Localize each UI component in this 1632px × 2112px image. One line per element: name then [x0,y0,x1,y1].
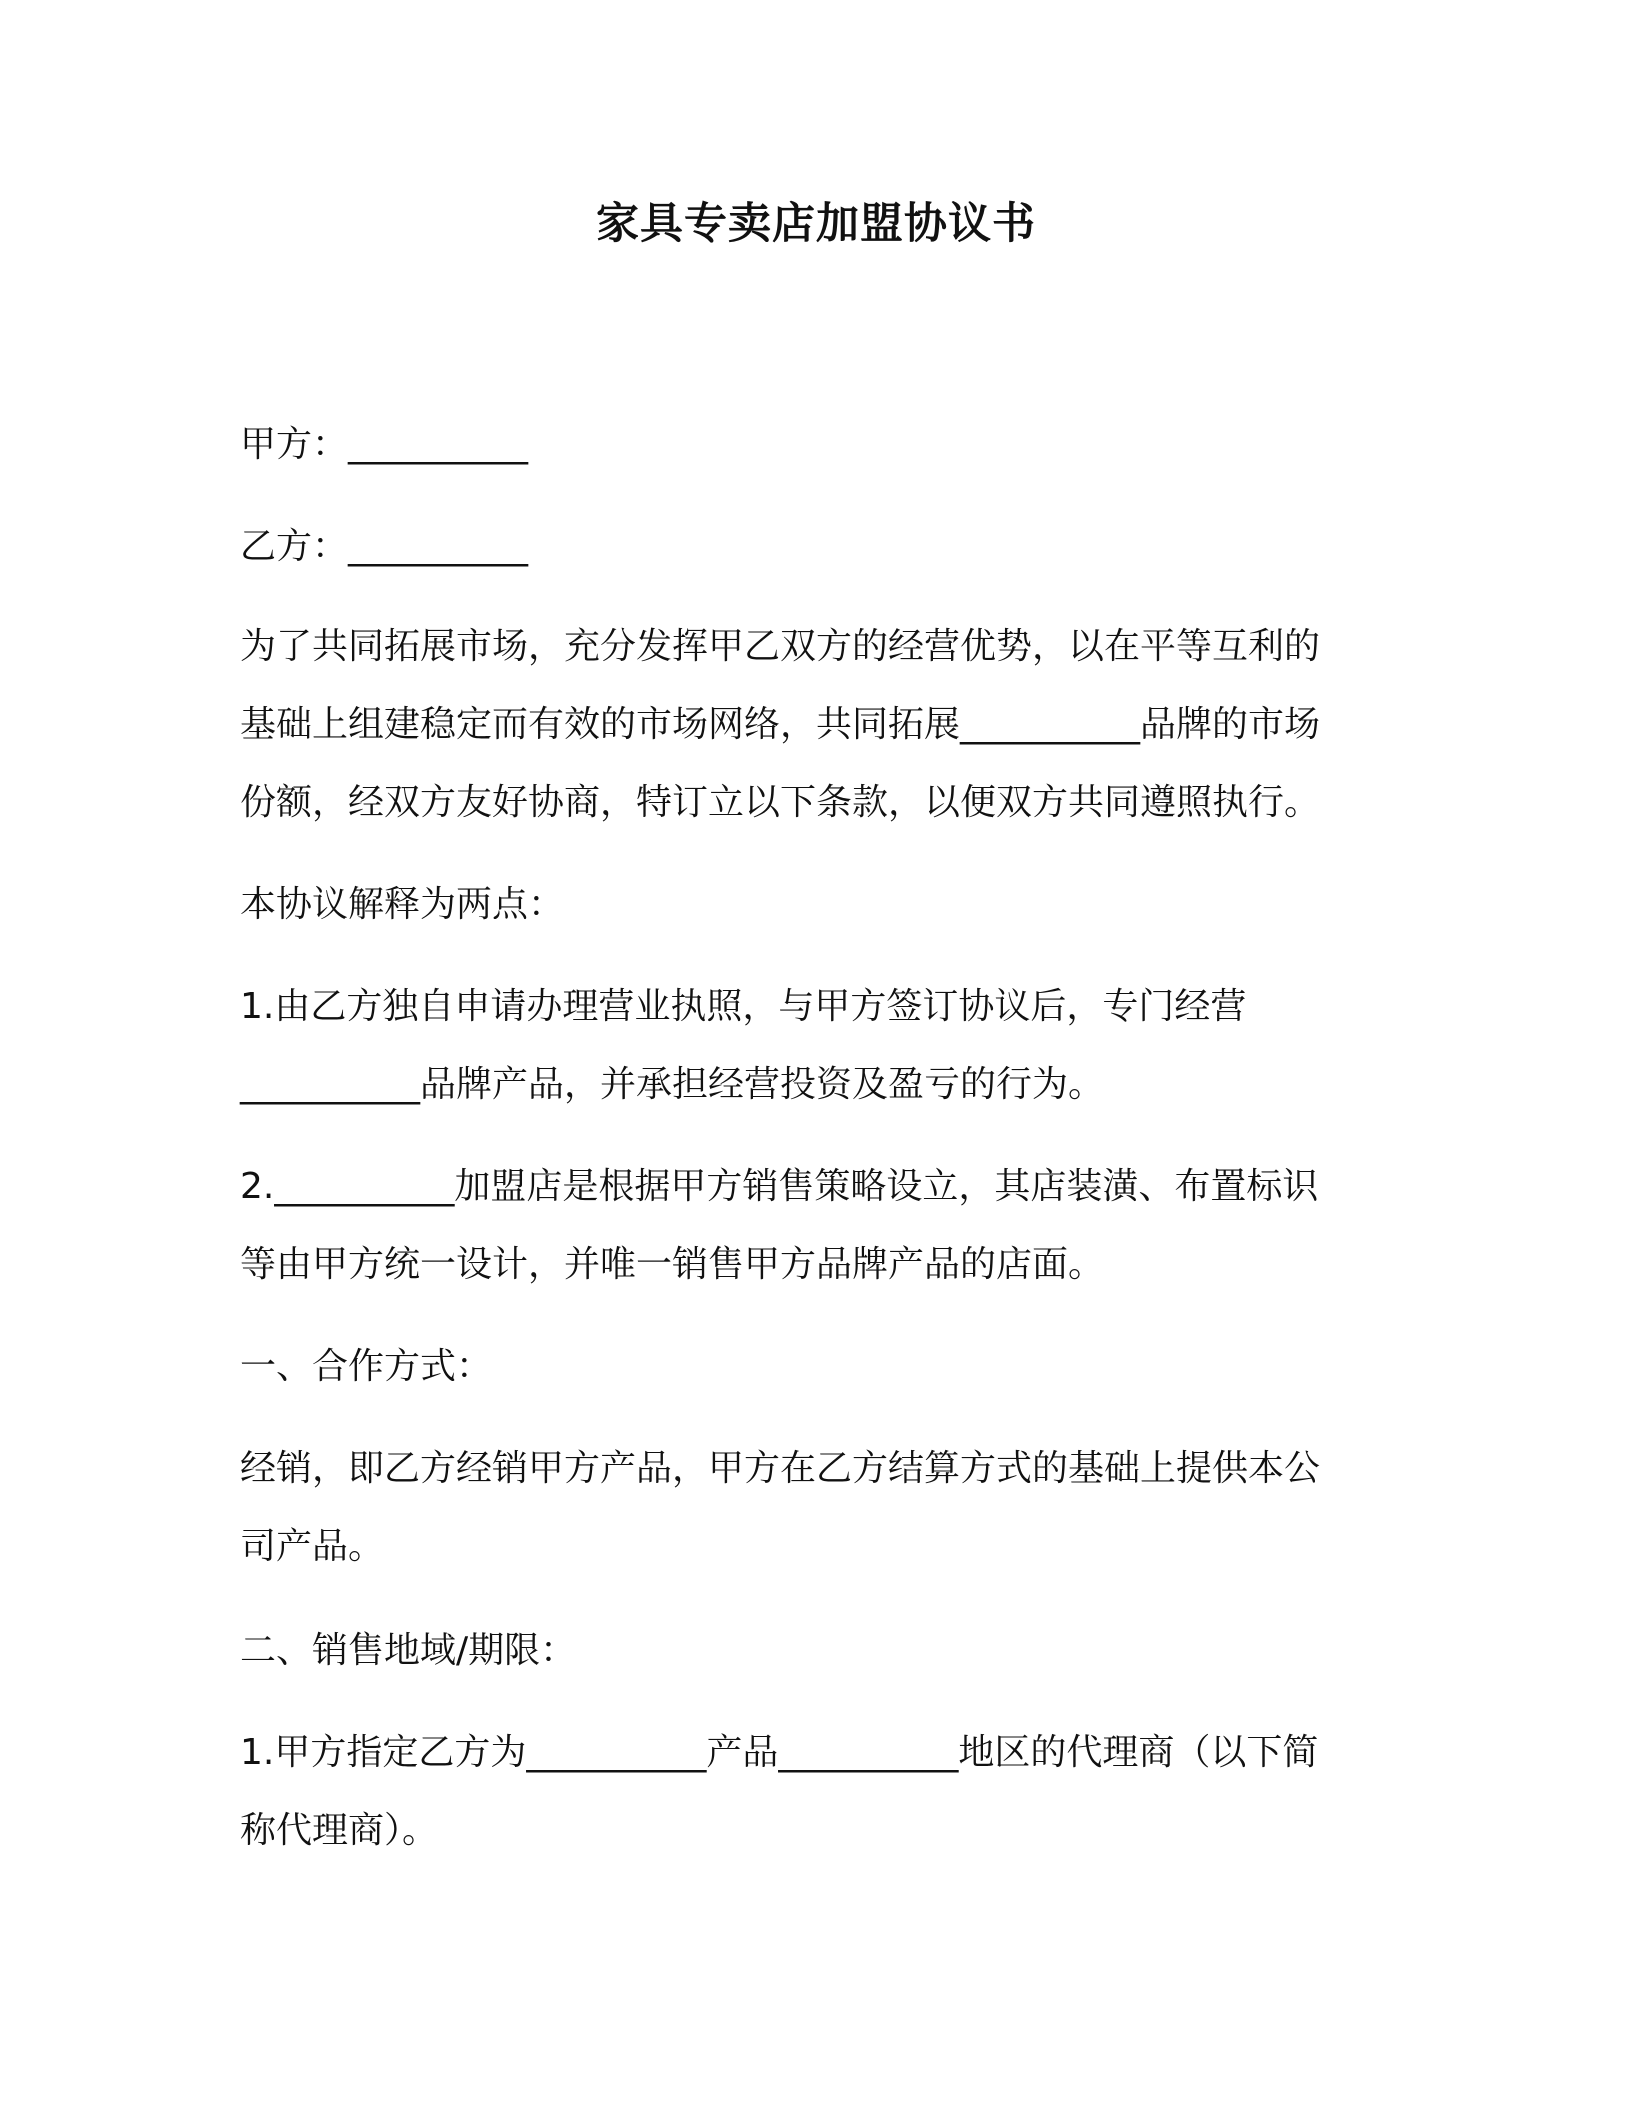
explain-heading: 本协议解释为两点： [240,884,565,925]
intro-line: 基础上组建稳定而有效的市场网络，共同拓展__________品牌的市场 [240,704,1321,745]
document-title: 家具专卖店加盟协议书 [596,199,1036,249]
section-1-heading: 一、合作方式： [240,1346,493,1387]
point-1-line: __________品牌产品，并承担经营投资及盈亏的行为。 [240,1064,1105,1105]
intro-line: 为了共同拓展市场，充分发挥甲乙双方的经营优势，以在平等互利的 [240,626,1321,667]
party-a-line: 甲方：__________ [240,424,529,465]
section-2-item-1-line: 称代理商）。 [240,1810,439,1851]
intro-paragraph [240,608,1370,842]
section-2-item-1-paragraph [240,1714,1370,1870]
point-2-paragraph [240,1148,1370,1304]
point-1-line: 1.由乙方独自申请办理营业执照，与甲方签订协议后，专门经营 [240,986,1247,1027]
point-2-line: 等由甲方统一设计，并唯一销售甲方品牌产品的店面。 [240,1244,1105,1285]
section-2-item-1-line: 1.甲方指定乙方为__________产品__________地区的代理商（以下简 [240,1732,1319,1773]
section-1-line: 司产品。 [240,1526,385,1567]
intro-line: 份额，经双方友好协商，特订立以下条款，以便双方共同遵照执行。 [240,782,1321,823]
party-b-line: 乙方：__________ [240,526,529,567]
section-1-paragraph [240,1430,1370,1586]
point-2-line: 2.__________加盟店是根据甲方销售策略设立，其店装潢、布置标识 [240,1166,1319,1207]
section-2-heading: 二、销售地域/期限： [240,1630,577,1671]
section-1-line: 经销，即乙方经销甲方产品，甲方在乙方结算方式的基础上提供本公 [240,1448,1321,1489]
point-1-paragraph [240,968,1370,1124]
